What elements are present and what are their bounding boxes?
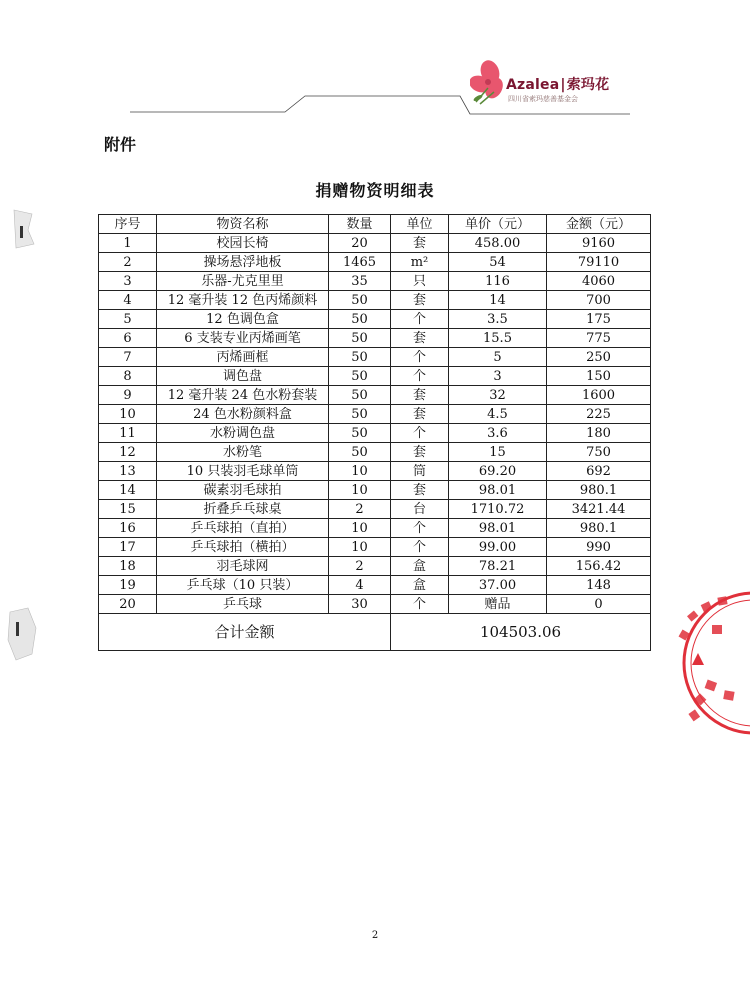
cell-item-name: 折叠乒乓球桌 — [157, 500, 329, 519]
cell-unit: 台 — [391, 500, 449, 519]
cell-item-name: 碳素羽毛球拍 — [157, 481, 329, 500]
cell-amount: 250 — [547, 348, 651, 367]
cell-unit-price: 78.21 — [449, 557, 547, 576]
cell-unit-price: 99.00 — [449, 538, 547, 557]
table-row — [99, 424, 651, 443]
table-row — [99, 462, 651, 481]
cell-unit-price: 32 — [449, 386, 547, 405]
cell-quantity: 10 — [329, 538, 391, 557]
document-title: 捐赠物资明细表 — [315, 181, 435, 200]
cell-item-name: 10 只装羽毛球单筒 — [157, 462, 329, 481]
cell-quantity: 10 — [329, 481, 391, 500]
cell-unit: 套 — [391, 234, 449, 253]
cell-unit-price: 15 — [449, 443, 547, 462]
table-header-row — [99, 215, 651, 234]
table-row — [99, 538, 651, 557]
cell-item-name: 24 色水粉颜料盒 — [157, 405, 329, 424]
cell-unit-price: 5 — [449, 348, 547, 367]
cell-item-name: 水粉调色盘 — [157, 424, 329, 443]
header-amount: 金额（元） — [547, 215, 651, 234]
cell-index: 1 — [99, 234, 157, 253]
cell-unit-price: 458.00 — [449, 234, 547, 253]
cell-amount: 0 — [547, 595, 651, 614]
cell-index: 17 — [99, 538, 157, 557]
table-row — [99, 367, 651, 386]
logo-subtitle: 四川省索玛慈善基金会 — [508, 95, 578, 103]
cell-amount: 9160 — [547, 234, 651, 253]
cell-quantity: 10 — [329, 519, 391, 538]
cell-unit: 套 — [391, 386, 449, 405]
cell-quantity: 50 — [329, 367, 391, 386]
cell-item-name: 校园长椅 — [157, 234, 329, 253]
cell-index: 8 — [99, 367, 157, 386]
cell-quantity: 50 — [329, 348, 391, 367]
cell-item-name: 操场悬浮地板 — [157, 253, 329, 272]
cell-item-name: 乒乓球拍（横拍） — [157, 538, 329, 557]
cell-amount: 150 — [547, 367, 651, 386]
cell-unit: 只 — [391, 272, 449, 291]
cell-item-name: 12 色调色盒 — [157, 310, 329, 329]
cell-unit-price: 4.5 — [449, 405, 547, 424]
header-item-name: 物资名称 — [157, 215, 329, 234]
table-row — [99, 443, 651, 462]
table-row — [99, 576, 651, 595]
total-value: 104503.06 — [391, 614, 651, 651]
cell-unit: 套 — [391, 405, 449, 424]
cell-unit: 个 — [391, 538, 449, 557]
cell-amount: 156.42 — [547, 557, 651, 576]
table-row — [99, 291, 651, 310]
cell-unit: 盒 — [391, 557, 449, 576]
cell-index: 5 — [99, 310, 157, 329]
cell-unit: 个 — [391, 310, 449, 329]
cell-quantity: 2 — [329, 557, 391, 576]
cell-item-name: 6 支装专业丙烯画笔 — [157, 329, 329, 348]
cell-quantity: 35 — [329, 272, 391, 291]
cell-amount: 980.1 — [547, 481, 651, 500]
cell-index: 9 — [99, 386, 157, 405]
cell-unit: 盒 — [391, 576, 449, 595]
cell-amount: 225 — [547, 405, 651, 424]
table-row — [99, 329, 651, 348]
cell-amount: 990 — [547, 538, 651, 557]
staple-mark-bottom — [2, 600, 42, 670]
cell-quantity: 4 — [329, 576, 391, 595]
cell-index: 18 — [99, 557, 157, 576]
cell-unit: 套 — [391, 443, 449, 462]
cell-index: 19 — [99, 576, 157, 595]
staple-mark-top — [4, 200, 44, 260]
cell-unit-price: 69.20 — [449, 462, 547, 481]
cell-quantity: 50 — [329, 291, 391, 310]
logo-brand-latin: Azalea — [506, 77, 560, 93]
cell-unit: 套 — [391, 291, 449, 310]
cell-amount: 700 — [547, 291, 651, 310]
cell-unit: 套 — [391, 329, 449, 348]
cell-index: 16 — [99, 519, 157, 538]
cell-amount: 148 — [547, 576, 651, 595]
cell-quantity: 50 — [329, 443, 391, 462]
cell-index: 11 — [99, 424, 157, 443]
table-row — [99, 557, 651, 576]
cell-amount: 1600 — [547, 386, 651, 405]
cell-unit-price: 37.00 — [449, 576, 547, 595]
cell-unit-price: 赠品 — [449, 595, 547, 614]
cell-quantity: 30 — [329, 595, 391, 614]
cell-index: 10 — [99, 405, 157, 424]
cell-index: 14 — [99, 481, 157, 500]
total-row — [99, 614, 651, 651]
cell-unit-price: 3.5 — [449, 310, 547, 329]
cell-amount: 980.1 — [547, 519, 651, 538]
logo-brand: Azalea|索玛花 — [506, 77, 610, 93]
cell-index: 15 — [99, 500, 157, 519]
table-row — [99, 519, 651, 538]
cell-amount: 4060 — [547, 272, 651, 291]
cell-quantity: 50 — [329, 329, 391, 348]
cell-unit-price: 98.01 — [449, 519, 547, 538]
table-row — [99, 481, 651, 500]
header-quantity: 数量 — [329, 215, 391, 234]
page-number: 2 — [371, 930, 379, 941]
table-row — [99, 595, 651, 614]
cell-item-name: 12 毫升装 12 色丙烯颜料 — [157, 291, 329, 310]
donation-detail-table — [98, 214, 651, 651]
cell-index: 3 — [99, 272, 157, 291]
cell-quantity: 10 — [329, 462, 391, 481]
cell-amount: 750 — [547, 443, 651, 462]
cell-index: 13 — [99, 462, 157, 481]
cell-quantity: 20 — [329, 234, 391, 253]
cell-amount: 692 — [547, 462, 651, 481]
cell-unit-price: 54 — [449, 253, 547, 272]
cell-item-name: 12 毫升装 24 色水粉套装 — [157, 386, 329, 405]
cell-unit-price: 1710.72 — [449, 500, 547, 519]
cell-quantity: 1465 — [329, 253, 391, 272]
cell-amount: 180 — [547, 424, 651, 443]
cell-amount: 3421.44 — [547, 500, 651, 519]
cell-amount: 79110 — [547, 253, 651, 272]
cell-item-name: 乒乓球（10 只装） — [157, 576, 329, 595]
table-row — [99, 272, 651, 291]
cell-quantity: 2 — [329, 500, 391, 519]
cell-unit: 套 — [391, 481, 449, 500]
cell-quantity: 50 — [329, 424, 391, 443]
cell-unit: 筒 — [391, 462, 449, 481]
cell-index: 2 — [99, 253, 157, 272]
cell-quantity: 50 — [329, 310, 391, 329]
cell-item-name: 乒乓球 — [157, 595, 329, 614]
table-row — [99, 253, 651, 272]
cell-unit-price: 3.6 — [449, 424, 547, 443]
cell-index: 7 — [99, 348, 157, 367]
cell-amount: 175 — [547, 310, 651, 329]
cell-quantity: 50 — [329, 386, 391, 405]
table-row — [99, 405, 651, 424]
header-unit: 单位 — [391, 215, 449, 234]
foundation-logo — [470, 58, 640, 110]
cell-unit: 个 — [391, 367, 449, 386]
cell-unit-price: 15.5 — [449, 329, 547, 348]
cell-unit-price: 3 — [449, 367, 547, 386]
cell-unit-price: 14 — [449, 291, 547, 310]
cell-unit: 个 — [391, 348, 449, 367]
table-row — [99, 386, 651, 405]
cell-index: 12 — [99, 443, 157, 462]
cell-index: 20 — [99, 595, 157, 614]
header-unit-price: 单价（元） — [449, 215, 547, 234]
cell-unit-price: 98.01 — [449, 481, 547, 500]
cell-unit-price: 116 — [449, 272, 547, 291]
official-seal — [666, 585, 750, 745]
cell-item-name: 羽毛球网 — [157, 557, 329, 576]
header-index: 序号 — [99, 215, 157, 234]
cell-item-name: 丙烯画框 — [157, 348, 329, 367]
table-row — [99, 310, 651, 329]
cell-quantity: 50 — [329, 405, 391, 424]
cell-unit: 个 — [391, 519, 449, 538]
total-label: 合计金额 — [99, 614, 391, 651]
cell-unit: 个 — [391, 424, 449, 443]
cell-item-name: 水粉笔 — [157, 443, 329, 462]
table-row — [99, 500, 651, 519]
cell-index: 4 — [99, 291, 157, 310]
cell-unit: 个 — [391, 595, 449, 614]
table-row — [99, 234, 651, 253]
attachment-label: 附件 — [104, 135, 137, 154]
cell-unit: m² — [391, 253, 449, 272]
logo-brand-chinese: 索玛花 — [566, 77, 610, 93]
cell-index: 6 — [99, 329, 157, 348]
cell-item-name: 乒乓球拍（直拍） — [157, 519, 329, 538]
table-row — [99, 348, 651, 367]
cell-amount: 775 — [547, 329, 651, 348]
cell-item-name: 调色盘 — [157, 367, 329, 386]
cell-item-name: 乐器-尤克里里 — [157, 272, 329, 291]
table-body — [99, 234, 651, 614]
